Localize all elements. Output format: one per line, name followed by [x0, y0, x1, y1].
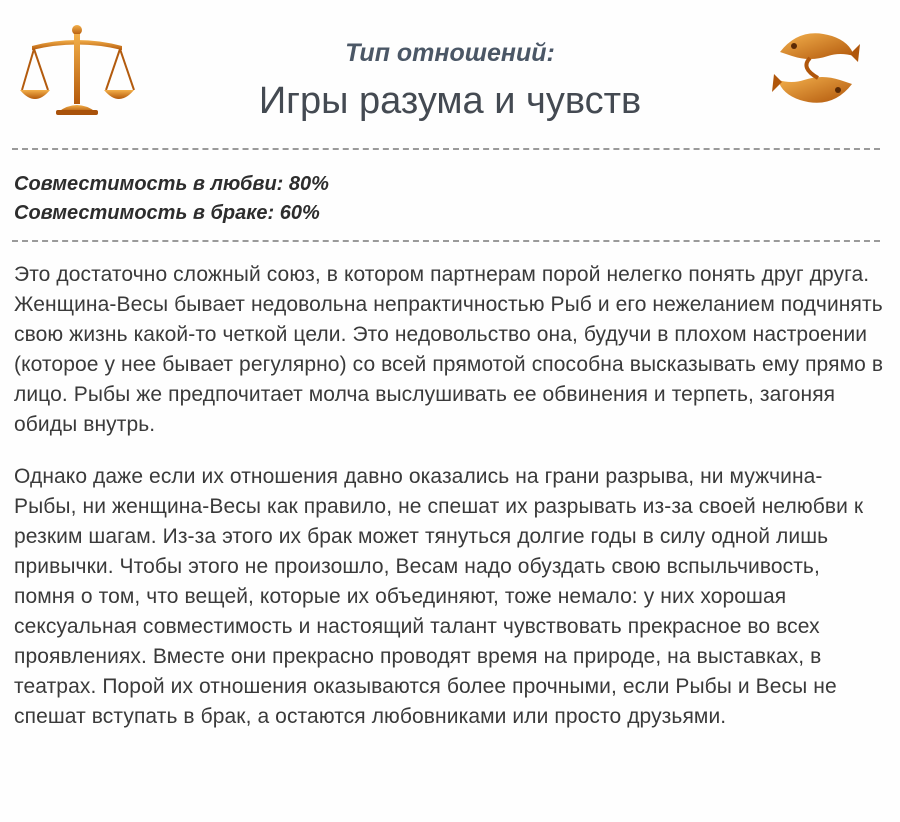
- divider-bottom: [12, 240, 880, 242]
- relationship-type-label: Тип отношений:: [345, 39, 555, 67]
- love-compatibility: Совместимость в любви: 80%: [14, 173, 329, 195]
- divider-top: [12, 148, 880, 150]
- compatibility-block: [14, 170, 329, 228]
- pisces-fish-icon: [770, 22, 862, 114]
- marriage-compatibility: Совместимость в браке: 60%: [14, 202, 320, 224]
- paragraph-2: Однако даже если их отношения давно оказались на грани разрыва, ни мужчина-Рыбы, ни женщина-Весы как правило, не спешат их разрывать из-за своей нелюбви к резким шагам. Из-за этого их брак может тянуться долгие годы в силу одной лишь привычки. Чтобы этого не произошло, Весам надо обуздать свою вспыльчивость, помня о том, что вещей, которые их объединяют, тоже немало: у них хорошая сексуальная совместимость и настоящий талант чувствовать прекрасное во всех проявлениях. Вместе они прекрасно проводят время на природе, на выставках, в театрах. Порой их отношения оказываются более прочными, если Рыбы и Весы не спешат вступать в брак, а остаются любовниками или просто друзьями.: [14, 465, 864, 728]
- paragraph-1: Это достаточно сложный союз, в котором партнерам порой нелегко понять друг друга. Женщина-Весы бывает недовольна непрактичностью Рыб и его нежеланием подчинять свою жизнь какой-то четкой цели. Это недовольство она, будучи в плохом настроении (которое у нее бывает регулярно) со всей прямотой способна высказывать ему прямо в лицо. Рыбы же предпочитает молча выслушивать ее обвинения и терпеть, загоняя обиды внутрь.: [14, 263, 884, 436]
- libra-scales-icon: [18, 20, 136, 120]
- page-title: Игры разума и чувств: [258, 80, 642, 122]
- header: [150, 38, 750, 124]
- description-text: [14, 260, 884, 754]
